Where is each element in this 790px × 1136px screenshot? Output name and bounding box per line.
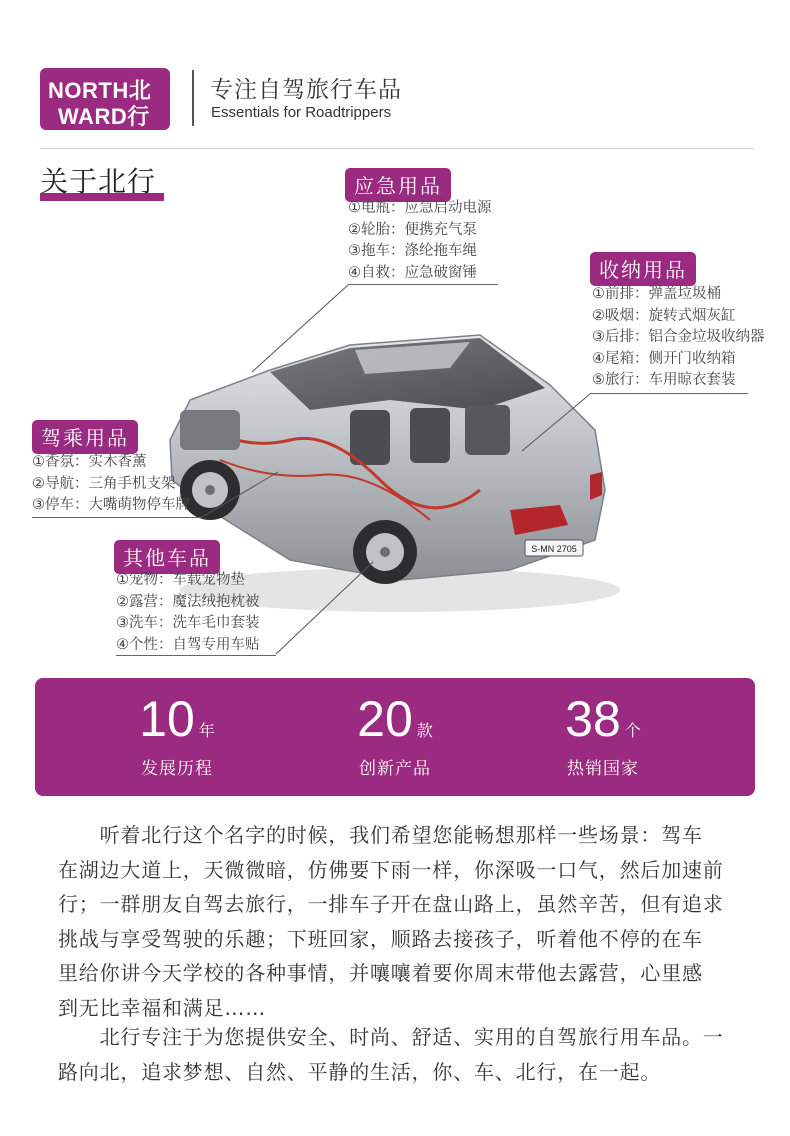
paragraph-line: 挑战与享受驾驶的乐趣；下班回家，顺路去接孩子，听着他不停的在车 — [58, 926, 703, 951]
paragraph-line: 北行专注于为您提供安全、时尚、舒适、实用的自驾旅行用车品。一 — [58, 1025, 724, 1049]
list-item: ③停车：大嘴萌物停车牌 — [32, 497, 190, 513]
stat-label: 创新产品 — [359, 759, 431, 779]
stat-value: 10 — [139, 691, 195, 747]
tagline-chinese: 专注自驾旅行车品 — [210, 77, 402, 103]
stat-unit: 个 — [624, 721, 641, 740]
list-item: ①前排：弹盖垃圾桶 — [592, 286, 721, 302]
other-leader-line — [275, 560, 375, 656]
stat-label: 发展历程 — [141, 759, 213, 779]
list-item: ②吸烟：旋转式烟灰缸 — [592, 307, 736, 324]
stat-label: 热销国家 — [567, 759, 639, 779]
logo-text-line1: NORTH北 — [48, 78, 152, 103]
stat-unit: 款 — [416, 721, 433, 740]
license-plate: S-MN 2705 — [531, 544, 577, 554]
stat-countries — [523, 690, 683, 779]
stats-banner — [35, 678, 755, 796]
intro-paragraph-1 — [58, 818, 734, 1025]
list-item: ③洗车：洗车毛巾套装 — [116, 615, 260, 631]
stat-value: 38 — [565, 691, 621, 747]
list-item: ②导航：三角手机支架 — [32, 475, 176, 492]
list-item: ①电瓶：应急启动电源 — [348, 200, 492, 216]
section-title: 关于北行 — [40, 165, 157, 198]
driving-leader-line — [200, 470, 280, 520]
paragraph-line: 听着北行这个名字的时候，我们希望您能畅想那样一些场景：驾车 — [58, 823, 703, 847]
intro-paragraph-2 — [58, 1020, 734, 1089]
list-item: ①香氛：实木香薰 — [32, 454, 147, 470]
logo-text-line2: WARD行 — [58, 104, 150, 129]
category-title-other: 其他车品 — [114, 540, 220, 574]
stat-value: 20 — [357, 691, 413, 747]
category-list-driving — [32, 452, 190, 517]
paragraph-line: 到无比幸福和满足…… — [58, 995, 266, 1020]
brand-logo — [40, 68, 170, 130]
list-item: ③拖车：涤纶拖车绳 — [348, 243, 477, 259]
category-title-emergency: 应急用品 — [345, 168, 451, 202]
category-title-driving: 驾乘用品 — [32, 420, 138, 454]
driving-underline — [32, 517, 202, 518]
paragraph-line: 行；一群朋友自驾去旅行，一排车子开在盘山路上，虽然辛苦，但有追求 — [58, 892, 724, 916]
emergency-leader-line — [250, 284, 350, 374]
tagline-english: Essentials for Roadtrippers — [211, 104, 392, 121]
list-item: ②露营：魔法绒抱枕被 — [116, 593, 260, 610]
paragraph-line: 路向北，追求梦想、自然、平静的生活，你、车、北行，在一起。 — [58, 1059, 662, 1084]
list-item: ③后排：铝合金垃圾收纳器 — [592, 329, 765, 345]
list-item: ④尾箱：侧开门收纳箱 — [592, 350, 736, 367]
list-item: ④个性：自驾专用车贴 — [116, 636, 260, 653]
category-list-storage — [592, 284, 765, 392]
list-item: ⑤旅行：车用晾衣套装 — [592, 372, 736, 388]
storage-underline — [590, 393, 748, 394]
header-divider — [192, 70, 194, 126]
stat-unit: 年 — [198, 721, 215, 740]
header-rule — [40, 148, 754, 149]
category-list-emergency — [348, 198, 492, 284]
list-item: ①宠物：车载宠物垫 — [116, 572, 245, 588]
emergency-underline — [348, 284, 498, 285]
list-item: ④自救：应急破窗锤 — [348, 264, 477, 281]
category-title-storage: 收纳用品 — [590, 252, 696, 286]
stat-products — [315, 690, 475, 779]
stat-years — [97, 690, 257, 779]
paragraph-line: 在湖边大道上，天微微暗，仿佛要下雨一样，你深吸一口气，然后加速前 — [58, 857, 724, 882]
other-underline — [116, 655, 276, 656]
list-item: ②轮胎：便携充气泵 — [348, 221, 477, 238]
paragraph-line: 里给你讲今天学校的各种事情，并嚷嚷着要你周末带他去露营，心里感 — [58, 961, 703, 985]
storage-leader-line — [520, 393, 592, 453]
category-list-other — [116, 570, 260, 656]
